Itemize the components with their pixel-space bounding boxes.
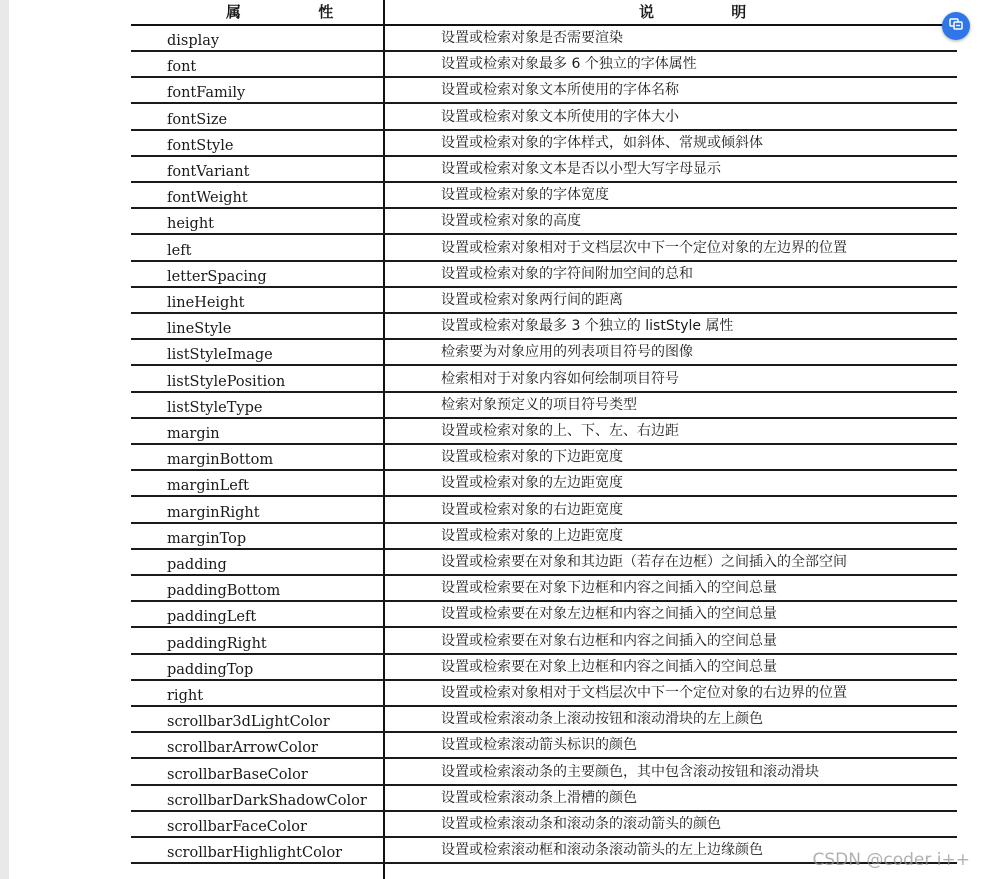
table-row (131, 524, 957, 550)
property-cell: fontFamily (167, 85, 246, 102)
table-row (131, 52, 957, 78)
table-row (131, 576, 957, 602)
description-cell: 设置或检索对象的字体宽度 (441, 187, 609, 204)
description-cell: 检索相对于对象内容如何绘制项目符号 (441, 370, 679, 387)
description-cell: 设置或检索对象的高度 (441, 213, 581, 230)
table-row (131, 157, 957, 183)
property-cell: listStyleType (167, 399, 263, 416)
property-cell: paddingLeft (167, 609, 257, 626)
table-header (131, 0, 957, 26)
table-row (131, 681, 957, 707)
property-cell: paddingBottom (167, 583, 281, 600)
property-cell: scrollbarHighlightColor (167, 845, 343, 862)
table-row (131, 760, 957, 786)
table-row (131, 498, 957, 524)
description-cell: 设置或检索滚动条上滚动按钮和滚动滑块的左上颜色 (441, 711, 763, 728)
property-cell: marginTop (167, 530, 247, 547)
property-cell: paddingTop (167, 661, 254, 678)
property-cell: marginRight (167, 504, 260, 521)
description-cell: 设置或检索对象的右边距宽度 (441, 501, 623, 518)
table-row (131, 209, 957, 235)
description-cell: 设置或检索要在对象左边框和内容之间插入的空间总量 (441, 606, 777, 623)
description-cell: 设置或检索对象文本所使用的字体名称 (441, 82, 679, 99)
property-cell: scrollbarBaseColor (167, 766, 308, 783)
description-cell: 设置或检索要在对象和其边距（若存在边框）之间插入的全部空间 (441, 554, 847, 570)
description-cell: 设置或检索滚动条和滚动条的滚动箭头的颜色 (441, 816, 721, 832)
table-row (131, 367, 957, 393)
table-row (131, 393, 957, 419)
property-cell: font (167, 59, 197, 76)
description-cell: 设置或检索滚动箭头标识的颜色 (441, 737, 637, 754)
property-cell: fontWeight (167, 190, 248, 207)
table-row (131, 236, 957, 262)
table-row (131, 786, 957, 812)
property-cell: lineStyle (167, 321, 232, 338)
property-cell: listStyleImage (167, 347, 273, 364)
table-row (131, 314, 957, 340)
table-row (131, 550, 957, 576)
property-table (131, 0, 957, 879)
property-cell: fontStyle (167, 137, 234, 154)
property-cell: marginBottom (167, 452, 274, 469)
page-margin-strip (0, 0, 9, 879)
watermark: CSDN @coder i++ (812, 850, 970, 870)
description-cell: 设置或检索对象的字体样式，如斜体、常规或倾斜体 (441, 134, 763, 151)
property-cell: marginLeft (167, 478, 249, 495)
description-cell: 设置或检索对象是否需要渲染 (441, 30, 623, 46)
description-cell: 设置或检索对象的下边距宽度 (441, 449, 623, 466)
property-cell: padding (167, 557, 227, 573)
header-property: 属 性 (226, 3, 370, 21)
table-row (131, 445, 957, 471)
floating-action-button[interactable] (942, 12, 970, 40)
table-row (131, 288, 957, 314)
document-page (9, 0, 984, 879)
table-row (131, 471, 957, 497)
description-cell: 设置或检索要在对象上边框和内容之间插入的空间总量 (441, 658, 777, 675)
table-row (131, 812, 957, 838)
table-row (131, 707, 957, 733)
description-cell: 设置或检索滚动条上滑槽的颜色 (441, 789, 637, 806)
description-cell: 设置或检索要在对象下边框和内容之间插入的空间总量 (441, 580, 777, 597)
description-cell: 设置或检索要在对象右边框和内容之间插入的空间总量 (441, 632, 777, 649)
table-row (131, 105, 957, 131)
description-cell: 设置或检索对象相对于文档层次中下一个定位对象的右边界的位置 (441, 685, 847, 701)
table-row (131, 655, 957, 681)
property-cell: scrollbar3dLightColor (167, 714, 330, 731)
description-cell: 设置或检索对象最多 6 个独立的字体属性 (441, 56, 697, 73)
description-cell: 设置或检索对象文本所使用的字体大小 (441, 108, 679, 125)
description-cell: 设置或检索对象最多 3 个独立的 listStyle 属性 (441, 318, 734, 335)
property-cell: margin (167, 426, 220, 442)
property-cell: right (167, 688, 204, 704)
table-row (131, 419, 957, 445)
description-cell: 检索要为对象应用的列表项目符号的图像 (441, 344, 693, 361)
table-row (131, 262, 957, 288)
description-cell: 设置或检索滚动框和滚动条滚动箭头的左上边缘颜色 (441, 842, 763, 859)
table-row (131, 131, 957, 157)
property-cell: listStylePosition (167, 373, 286, 390)
property-cell: scrollbarArrowColor (167, 740, 318, 757)
property-cell: scrollbarDarkShadowColor (167, 792, 367, 809)
description-cell: 设置或检索对象的上、下、左、右边距 (441, 423, 679, 439)
property-cell: lineHeight (167, 295, 245, 311)
property-cell: paddingRight (167, 635, 267, 652)
property-cell: fontSize (167, 111, 228, 128)
property-cell: letterSpacing (167, 268, 267, 285)
property-cell: fontVariant (167, 164, 250, 180)
description-cell: 设置或检索对象的左边距宽度 (441, 475, 623, 492)
description-cell: 设置或检索滚动条的主要颜色，其中包含滚动按钮和滚动滑块 (441, 763, 819, 780)
description-cell: 检索对象预定义的项目符号类型 (441, 396, 637, 413)
table-row (131, 733, 957, 759)
description-cell: 设置或检索对象文本是否以小型大写字母显示 (441, 161, 721, 177)
description-cell: 设置或检索对象相对于文档层次中下一个定位对象的左边界的位置 (441, 239, 847, 256)
table-row (131, 78, 957, 104)
description-cell: 设置或检索对象两行间的距离 (441, 292, 623, 308)
translate-icon (948, 16, 964, 36)
table-row (131, 26, 957, 52)
description-cell: 设置或检索对象的上边距宽度 (441, 527, 623, 544)
property-cell: display (167, 33, 220, 49)
table-row (131, 629, 957, 655)
property-cell: scrollbarFaceColor (167, 819, 307, 835)
table-row (131, 183, 957, 209)
table-row (131, 602, 957, 628)
table-row (131, 340, 957, 366)
property-cell: height (167, 216, 215, 233)
property-cell: left (167, 242, 192, 259)
header-description: 说 明 (639, 3, 783, 21)
description-cell: 设置或检索对象的字符间附加空间的总和 (441, 265, 693, 282)
